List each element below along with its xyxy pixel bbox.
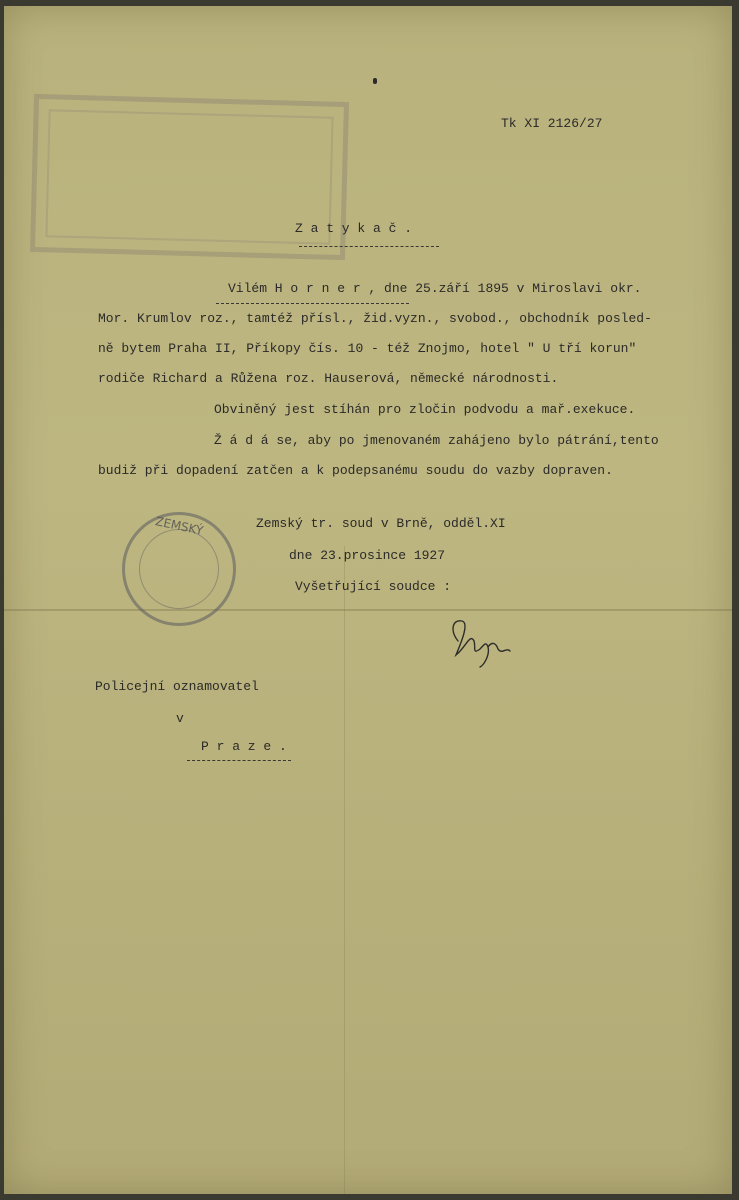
reference-number: Tk XI 2126/27 — [501, 116, 603, 131]
city-underline — [187, 760, 291, 761]
body-line-1: Vilém H o r n e r , dne 25.září 1895 v Miroslavi okr. — [228, 281, 642, 296]
body-line-4: rodiče Richard a Růžena roz. Hauserová, německé národnosti. — [98, 371, 559, 386]
round-court-stamp — [122, 512, 236, 626]
recipient-office: Policejní oznamovatel — [95, 679, 259, 694]
body-line-7: budiž při dopadení zatčen a k podepsanému soudu do vazby dopraven. — [98, 463, 613, 478]
fold-line — [4, 609, 732, 611]
stamp-text: ZEMSKÝ — [154, 514, 205, 538]
body-line-2: Mor. Krumlov roz., tamtéž přísl., žid.vyzn., svobod., obchodník posled- — [98, 311, 652, 326]
document-page — [4, 6, 732, 1194]
title-underline — [299, 246, 439, 247]
recipient-preposition: v — [176, 711, 184, 726]
court-name: Zemský tr. soud v Brně, odděl.XI — [256, 516, 506, 531]
ink-mark — [373, 78, 377, 84]
body-line-6: Ž á d á se, aby po jmenovaném zahájeno bylo pátrání,tento — [214, 433, 659, 448]
recipient-city: P r a z e . — [201, 739, 287, 754]
body-line-3: ně bytem Praha II, Příkopy čís. 10 - též Znojmo, hotel " U tří korun" — [98, 341, 637, 356]
body-line-5: Obviněný jest stíhán pro zločin podvodu a mař.exekuce. — [214, 402, 636, 417]
document-date: dne 23.prosince 1927 — [289, 548, 446, 563]
judge-label: Vyšetřující soudce : — [295, 579, 452, 594]
document-title: Z a t y k a č . — [295, 221, 413, 236]
fold-line-vertical — [344, 546, 345, 1194]
signature-icon — [444, 611, 524, 671]
name-underline — [216, 303, 409, 304]
